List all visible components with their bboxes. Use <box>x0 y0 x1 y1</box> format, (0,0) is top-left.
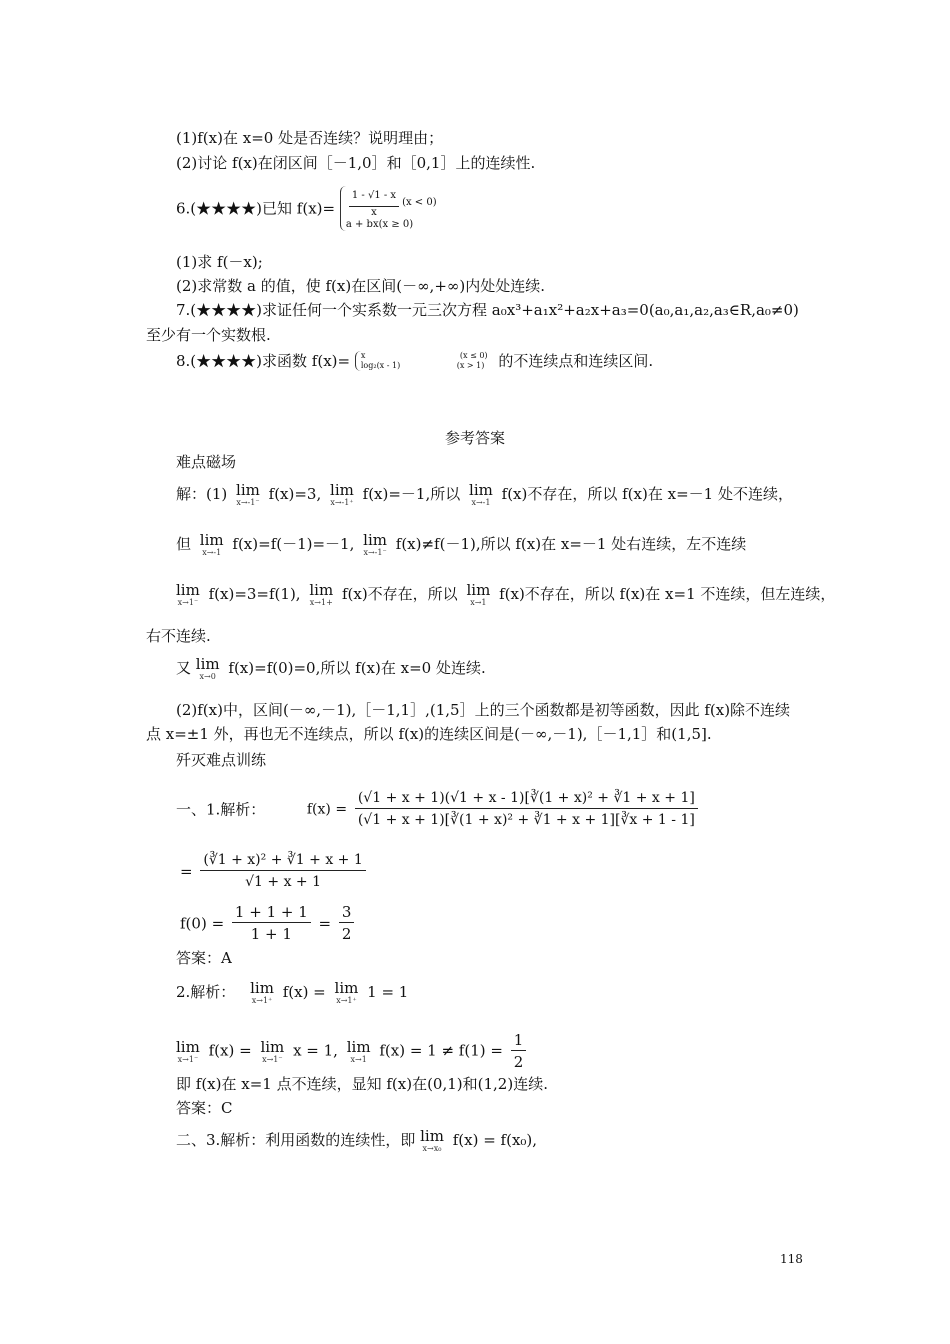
sol-b1: 但 <box>176 535 192 553</box>
answer-2: 答案：C <box>176 1099 233 1117</box>
question-7-line-2: 至少有一个实数根. <box>146 326 271 344</box>
section-nandian-cichang: 难点磁场 <box>176 453 237 471</box>
sol-c1: f(x)=3=f(1), <box>208 585 301 603</box>
q8-case2: log₂(x - 1) <box>360 361 401 370</box>
problem-2-line-2 <box>176 1030 529 1073</box>
solution-line-2 <box>176 532 746 558</box>
limit: lim x→1⁻ <box>260 1037 285 1064</box>
t3-text: 二、3.解析：利用函数的连续性，即 <box>176 1131 416 1149</box>
sol-c2: f(x)不存在，所以 <box>341 585 458 603</box>
t1-f0-fraction: $\frac{1 + 1 + 1}{1 + 1}$ <box>232 902 311 945</box>
t2-label: 2.解析： <box>176 983 236 1001</box>
question-6-part-1: (1)求 f(－x); <box>176 253 263 271</box>
solution-line-5 <box>176 656 486 682</box>
t2-l2c: f(x) = 1 ≠ f(1) = <box>379 1041 503 1060</box>
solution-line-7: 点 x=±1 外，再也无不连续点，所以 f(x)的连续区间是(－∞,－1),［－1,1］和(1,5]. <box>146 725 712 743</box>
solution-line-1 <box>176 482 793 508</box>
question-5-part-2: (2)讨论 f(x)在闭区间［－1,0］和［0,1］上的连续性. <box>176 154 536 172</box>
answer-1: 答案：A <box>176 949 232 967</box>
question-8-piecewise <box>355 351 488 371</box>
limit: lim x→-1⁻ <box>236 481 260 507</box>
question-6-head: 6.(★★★★)已知 f(x)= <box>176 199 336 218</box>
t1-denominator: (√1 + x + 1)[∛(1 + x)² + ∛1 + x + 1][∛x + 1 - 1] <box>357 812 695 828</box>
sol-e2: f(x)=f(0)=0,所以 f(x)在 x=0 处连续. <box>228 659 486 677</box>
t2-l1a: f(x) = <box>282 983 326 1001</box>
limit: lim x→0 <box>195 655 220 681</box>
sol-a2: f(x)=3, <box>268 485 322 503</box>
page-number: 118 <box>780 1252 803 1266</box>
sol-b3: f(x)≠f(－1),所以 f(x)在 x=－1 处右连续，左不连续 <box>395 535 747 553</box>
t2-half: $\frac{1}{2}$ <box>511 1030 527 1073</box>
question-8 <box>176 350 653 371</box>
t1-f0-label: f(0) = <box>180 914 225 933</box>
question-8-head: 8.(★★★★)求函数 f(x)= <box>176 352 351 370</box>
limit: lim x→1⁺ <box>334 979 359 1005</box>
question-6 <box>176 186 437 231</box>
limit: lim x→-1⁺ <box>330 481 354 507</box>
solution-line-3 <box>176 582 835 608</box>
q8-case2-cond: (x > 1) <box>456 361 485 370</box>
problem-1-f0: f(0) = $\frac{1 + 1 + 1}{1 + 1}$ = $\frac{3}{2}$ <box>180 902 357 945</box>
q8-case1: x <box>360 351 366 360</box>
t1-lhs: f(x) = <box>306 801 348 818</box>
q6-case1-num: 1 - √1 - x <box>349 186 399 207</box>
limit: lim x→-1 <box>199 531 224 557</box>
t1-simplified-fraction <box>200 850 365 893</box>
sol-a4: f(x)不存在，所以 f(x)在 x=－1 处不连续， <box>501 485 793 503</box>
sol-b2: f(x)=f(－1)=－1, <box>232 535 355 553</box>
limit: lim x→-1⁻ <box>363 531 387 557</box>
question-5-part-1: (1)f(x)在 x=0 处是否连续？说明理由； <box>176 129 444 147</box>
t1-simplified-num: (∛1 + x)² + ∛1 + x + 1 <box>200 850 365 871</box>
t1-simplified-den: √1 + x + 1 <box>245 874 322 890</box>
limit: lim x→x₀ <box>420 1127 444 1153</box>
question-7-line-1: 7.(★★★★)求证任何一个实系数一元三次方程 a₀x³+a₁x²+a₂x+a₃=0(a₀,a₁,a₂,a₃∈R,a₀≠0) <box>176 301 799 319</box>
q6-case1-den: x <box>371 207 377 218</box>
t2-l2b: x = 1, <box>293 1041 338 1060</box>
problem-2-line-3: 即 f(x)在 x=1 点不连续，显知 f(x)在(0,1)和(1,2)连续. <box>176 1075 548 1093</box>
question-8-tail: 的不连续点和连续区间. <box>498 352 654 370</box>
q6-case2: a + bx(x ≥ 0) <box>345 219 414 230</box>
sol-a3: f(x)=－1,所以 <box>362 485 461 503</box>
q6-case1-cond: (x < 0) <box>402 196 437 208</box>
limit: lim x→1⁻ <box>176 1037 200 1064</box>
limit: lim x→1 <box>466 581 491 607</box>
section-jianmie: 歼灭难点训练 <box>176 751 267 769</box>
solution-line-6: (2)f(x)中，区间(－∞,－1),［－1,1］,(1,5］上的三个函数都是初等函数，因此 f(x)除不连续 <box>176 701 791 719</box>
q8-case1-cond: (x ≤ 0) <box>459 351 488 360</box>
limit: lim x→-1 <box>469 481 493 507</box>
problem-1-formula <box>176 788 701 831</box>
problem-2-line-1 <box>176 980 408 1006</box>
question-6-part-2: (2)求常数 a 的值，使 f(x)在区间(－∞,+∞)内处处连续. <box>176 277 546 295</box>
problem-1-simplified: = $\frac{\text{(∛1 + x)² + ∛1 + x + 1}}{√1 + x + 1}$ <box>180 850 369 893</box>
answer-title: 参考答案 <box>444 429 505 447</box>
sol-e1: 又 <box>176 659 192 677</box>
limit: lim x→1⁻ <box>176 581 200 607</box>
sol-c3: f(x)不存在，所以 f(x)在 x=1 不连续，但左连续， <box>499 585 836 603</box>
limit: lim x→1+ <box>309 581 334 607</box>
t2-l1b: 1 = 1 <box>367 983 409 1001</box>
t1-f0-result: $\frac{3}{2}$ <box>339 902 355 945</box>
t1-label: 一、1.解析： <box>176 800 266 819</box>
limit: lim x→1 <box>346 1037 371 1064</box>
sol-a1: 解：(1) <box>176 485 228 503</box>
t2-l2a: f(x) = <box>208 1041 252 1060</box>
limit: lim x→1⁺ <box>250 979 274 1005</box>
t1-numerator: (√1 + x + 1)(√1 + x - 1)[∛(1 + x)² + ∛1 + x + 1] <box>355 788 698 809</box>
solution-line-4: 右不连续. <box>146 627 211 645</box>
problem-3 <box>176 1128 537 1154</box>
t1-fraction <box>355 788 698 831</box>
t3-tail: f(x) = f(x₀), <box>452 1131 538 1149</box>
question-6-piecewise <box>340 186 437 231</box>
